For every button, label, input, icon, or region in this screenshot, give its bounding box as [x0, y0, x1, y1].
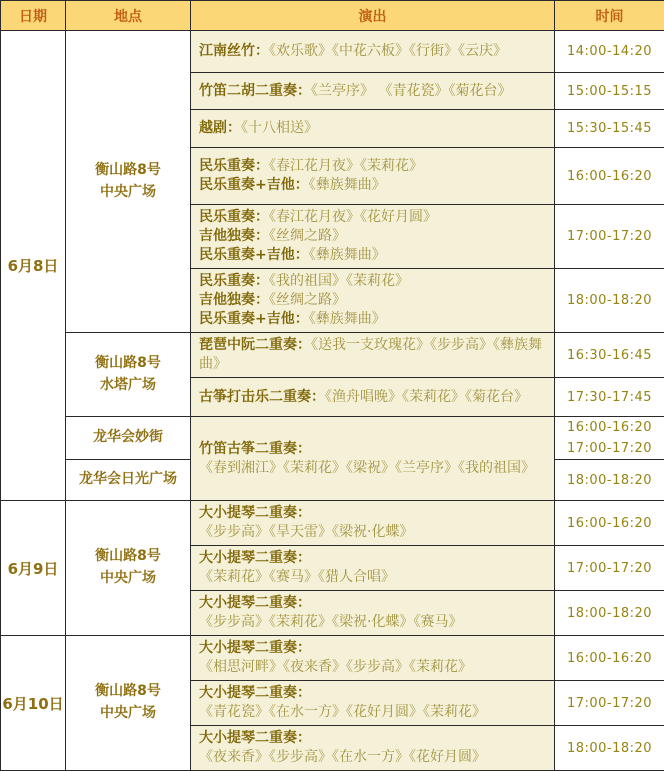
time-value: 16:00-16:20 — [555, 648, 664, 669]
performance-cell — [191, 726, 555, 771]
performance-line — [199, 82, 548, 101]
performance-line — [199, 336, 548, 374]
location-line: 龙华会日光广场 — [68, 469, 188, 491]
time-cell — [555, 110, 664, 148]
performance-title: 吉他独奏： — [199, 292, 269, 308]
performance-title: 大小提琴二重奏： — [199, 730, 311, 746]
location-line: 衡山路8号 — [68, 546, 188, 568]
location-line: 中央广场 — [68, 568, 188, 590]
performance-songs: 《彝族舞曲》 — [309, 311, 386, 327]
performance-songs: 《兰亭序》 《青花瓷》《菊花台》 — [311, 83, 511, 99]
performance-line — [199, 639, 548, 658]
performance-songs: 《春江花月夜》《花好月圆》 — [269, 209, 437, 225]
header-cell-location: 地点 — [66, 1, 191, 31]
performance-cell — [191, 636, 555, 681]
time-cell — [555, 417, 664, 460]
performance-cell — [191, 148, 555, 205]
performance-songs: 《送我一支玫瑰花》《步步高》《彝族舞曲》 — [199, 337, 542, 372]
header-cell-time: 时间 — [555, 1, 664, 31]
performance-songs: 《十八相送》 — [241, 120, 318, 136]
performance-songs: 《步步高》《旱天雷》《梁祝·化蝶》 — [199, 524, 413, 540]
location-line: 龙华会妙街 — [68, 427, 188, 449]
date-cell-jun9: 6月9日 — [1, 501, 66, 636]
performance-line — [199, 703, 548, 722]
time-cell — [555, 681, 664, 726]
performance-cell — [191, 73, 555, 110]
performance-title: 琵琶中阮二重奏： — [199, 337, 311, 353]
performance-title: 大小提琴二重奏： — [199, 595, 311, 611]
performance-line — [199, 684, 548, 703]
performance-line — [199, 310, 548, 329]
performance-title: 竹笛古筝二重奏： — [199, 441, 311, 457]
performance-line — [199, 227, 548, 246]
time-value: 16:00-16:20 — [555, 417, 664, 438]
performance-title: 民乐重奏+吉他： — [199, 311, 309, 327]
performance-line — [199, 272, 548, 291]
table-row — [1, 636, 664, 681]
header-row — [1, 1, 664, 31]
location-line: 水塔广场 — [68, 375, 188, 397]
location-line: 衡山路8号 — [68, 160, 188, 182]
performance-line — [199, 568, 548, 587]
performance-title: 大小提琴二重奏： — [199, 640, 311, 656]
performance-line — [199, 42, 548, 61]
time-value: 17:00-17:20 — [555, 558, 664, 579]
performance-title: 江南丝竹： — [199, 43, 269, 59]
performance-line — [199, 459, 548, 478]
performance-cell — [191, 417, 555, 501]
time-cell — [555, 726, 664, 771]
performance-songs: 《彝族舞曲》 — [309, 247, 386, 263]
performance-songs: 《青花瓷》《在水一方》《花好月圆》《茉莉花》 — [199, 704, 486, 720]
time-value: 17:00-17:20 — [555, 693, 664, 714]
time-value: 17:30-17:45 — [555, 387, 664, 408]
performance-line — [199, 176, 548, 195]
time-cell — [555, 501, 664, 546]
time-value: 14:00-14:20 — [555, 41, 664, 62]
performance-songs: 《彝族舞曲》 — [309, 177, 386, 193]
performance-cell — [191, 546, 555, 591]
time-cell — [555, 269, 664, 333]
time-value: 15:30-15:45 — [555, 118, 664, 139]
performance-title: 越剧： — [199, 120, 241, 136]
performance-cell — [191, 205, 555, 269]
performance-songs: 《春江花月夜》《茉莉花》 — [269, 158, 423, 174]
time-value: 15:00-15:15 — [555, 81, 664, 102]
performance-cell — [191, 681, 555, 726]
date-cell-jun10: 6月10日 — [1, 636, 66, 771]
performance-songs: 《欢乐歌》《中花六板》《行街》《云庆》 — [269, 43, 507, 59]
time-cell — [555, 148, 664, 205]
location-cell-hengshan-central-jun10 — [66, 636, 191, 771]
location-line: 衡山路8号 — [68, 681, 188, 703]
performance-line — [199, 504, 548, 523]
location-cell-hengshan-watertower — [66, 333, 191, 417]
performance-songs: 《夜来香》《步步高》《在水一方》《花好月圆》 — [199, 749, 486, 765]
performance-cell — [191, 591, 555, 636]
performance-cell — [191, 269, 555, 333]
performance-title: 大小提琴二重奏： — [199, 550, 311, 566]
performance-line — [199, 658, 548, 677]
time-value: 17:00-17:20 — [555, 226, 664, 247]
performance-line — [199, 440, 548, 459]
performance-songs: 《相思河畔》《夜来香》《步步高》《茉莉花》 — [199, 659, 472, 675]
performance-cell — [191, 31, 555, 73]
time-cell — [555, 73, 664, 110]
time-value: 18:00-18:20 — [555, 290, 664, 311]
performance-line — [199, 549, 548, 568]
performance-title: 民乐重奏+吉他： — [199, 177, 309, 193]
performance-title: 吉他独奏： — [199, 228, 269, 244]
time-value: 18:00-18:20 — [555, 603, 664, 624]
performance-title: 竹笛二胡二重奏： — [199, 83, 311, 99]
location-line: 中央广场 — [68, 703, 188, 725]
location-cell-longhua-riguang — [66, 460, 191, 501]
location-cell-longhua-miaojie — [66, 417, 191, 460]
time-cell — [555, 591, 664, 636]
table-row — [1, 417, 664, 460]
performance-cell — [191, 378, 555, 417]
time-cell — [555, 333, 664, 378]
performance-line — [199, 291, 548, 310]
performance-line — [199, 246, 548, 265]
performance-songs: 《丝绸之路》 — [269, 292, 346, 308]
table-row — [1, 31, 664, 73]
performance-title: 民乐重奏： — [199, 209, 269, 225]
performance-songs: 《我的祖国》《茉莉花》 — [269, 273, 409, 289]
performance-line — [199, 523, 548, 542]
time-value: 16:00-16:20 — [555, 513, 664, 534]
time-cell — [555, 636, 664, 681]
time-value: 18:00-18:20 — [555, 470, 664, 491]
performance-line — [199, 119, 548, 138]
location-cell-hengshan-central — [66, 31, 191, 333]
time-cell — [555, 378, 664, 417]
performance-songs: 《茉莉花》《赛马》《猎人合唱》 — [199, 569, 395, 585]
time-cell — [555, 460, 664, 501]
performance-title: 民乐重奏+吉他： — [199, 247, 309, 263]
performance-songs: 《步步高》《茉莉花》《梁祝·化蝶》《赛马》 — [199, 614, 462, 630]
performance-title: 古筝打击乐二重奏： — [199, 389, 325, 405]
time-value: 18:00-18:20 — [555, 738, 664, 759]
performance-cell — [191, 501, 555, 546]
performance-line — [199, 594, 548, 613]
performance-title: 大小提琴二重奏： — [199, 685, 311, 701]
performance-songs: 《渔舟唱晚》《茉莉花》《菊花台》 — [325, 389, 528, 405]
location-line: 衡山路8号 — [68, 353, 188, 375]
performance-line — [199, 613, 548, 632]
date-cell-jun8: 6月8日 — [1, 31, 66, 501]
header-cell-date: 日期 — [1, 1, 66, 31]
performance-songs: 《春到湘江》《茉莉花》《梁祝》《兰亭序》《我的祖国》 — [199, 460, 535, 476]
performance-line — [199, 388, 548, 407]
performance-cell — [191, 110, 555, 148]
time-cell — [555, 546, 664, 591]
time-value: 16:00-16:20 — [555, 166, 664, 187]
performance-title: 民乐重奏： — [199, 158, 269, 174]
table-row — [1, 501, 664, 546]
performance-title: 大小提琴二重奏： — [199, 505, 311, 521]
performance-cell — [191, 333, 555, 378]
location-cell-hengshan-central-jun9 — [66, 501, 191, 636]
performance-line — [199, 157, 548, 176]
location-line: 中央广场 — [68, 182, 188, 204]
performance-line — [199, 748, 548, 767]
time-value: 16:30-16:45 — [555, 345, 664, 366]
header-cell-performance: 演出 — [191, 1, 555, 31]
table-row — [1, 333, 664, 378]
performance-title: 民乐重奏： — [199, 273, 269, 289]
time-cell — [555, 205, 664, 269]
performance-line — [199, 208, 548, 227]
time-cell — [555, 31, 664, 73]
time-value: 17:00-17:20 — [555, 438, 664, 459]
performance-songs: 《丝绸之路》 — [269, 228, 346, 244]
